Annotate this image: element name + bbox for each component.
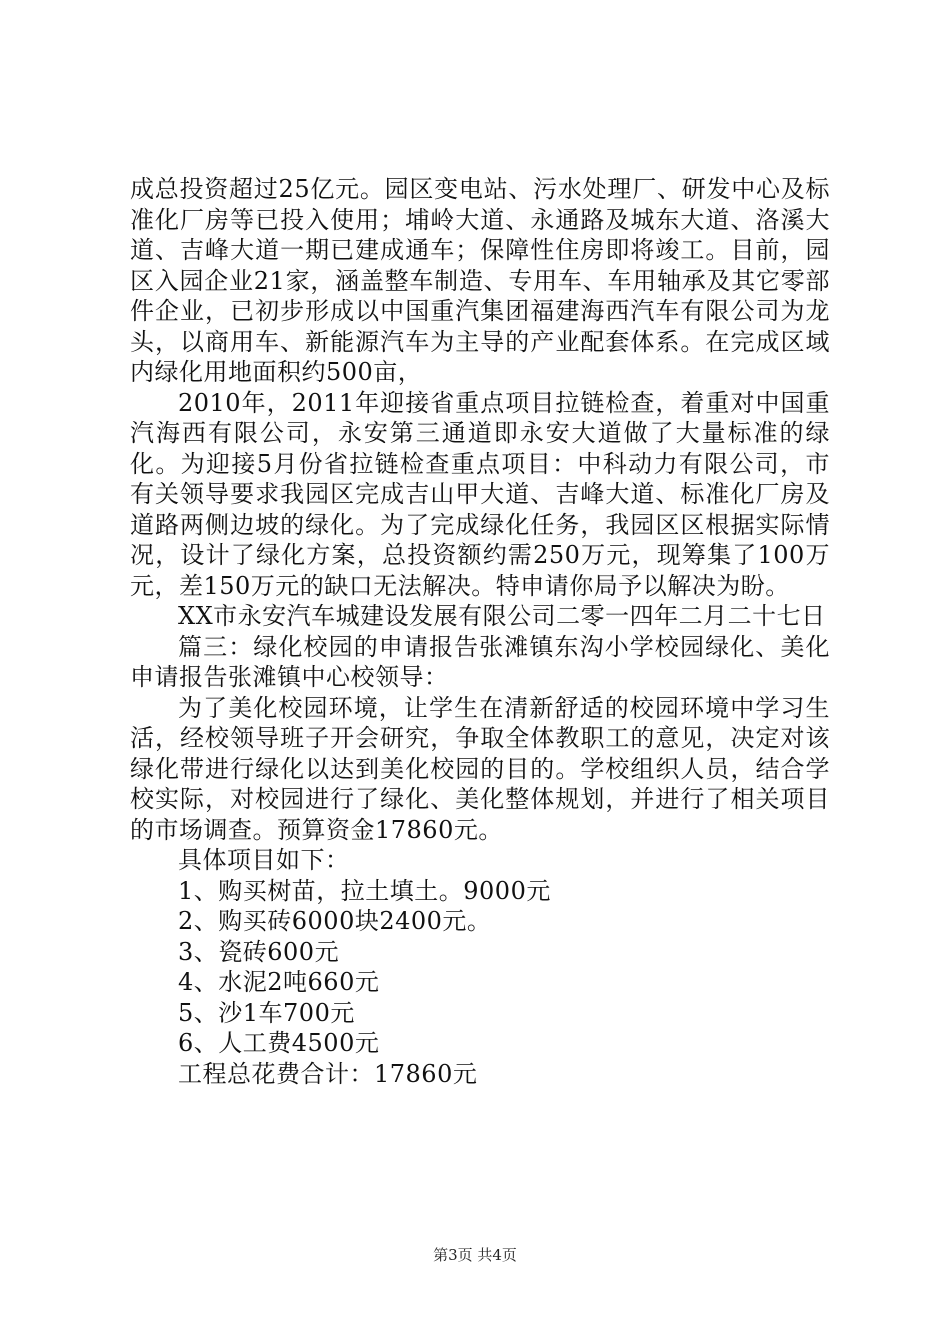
list-item: 4、水泥2吨660元 [178, 968, 380, 996]
paragraph-greening-request: 2010年，2011年迎接省重点项目拉链检查，着重对中国重汽海西有限公司，永安第三通道即永安大道做了大量标准的绿化。为迎接5月份省拉链检查重点项目：中科动力有限公司，市有关领导要求我园区完成吉山甲大道、吉峰大道、标准化厂房及道路两侧边坡的绿化。为了完成绿化任务，我园区区根据实际情况，设计了绿化方案，总投资额约需250万元，现筹集了100万元，差150万元的缺口无法解决。特申请你局予以解决为盼。 [130, 388, 830, 600]
list-item: 1、购买树苗，拉土填土。9000元 [178, 876, 551, 905]
page-footer [0, 1244, 950, 1265]
list-item: 6、人工费4500元 [178, 1029, 380, 1057]
paragraph-school-plan: 为了美化校园环境，让学生在清新舒适的校园环境中学习生活，经校领导班子开会研究，争取全体教职工的意见，决定对该绿化带进行绿化以达到美化校园的目的。学校组织人员，结合学校实际，对校园进行了绿化、美化整体规划，并进行了相关项目的市场调查。预算资金17860元。 [130, 693, 830, 844]
items-heading: 具体项目如下： [178, 846, 350, 874]
total-cost: 工程总花费合计：17860元 [178, 1059, 478, 1088]
page-number: 第3页 共4页 [433, 1246, 517, 1264]
document-body [130, 174, 830, 1089]
list-item: 3、瓷砖600元 [178, 937, 340, 966]
list-item: 5、沙1车700元 [178, 998, 355, 1027]
paragraph-signature-date: XX市永安汽车城建设发展有限公司二零一四年二月二十七日 [178, 602, 826, 630]
paragraph-section-three-title: 篇三：绿化校园的申请报告张滩镇东沟小学校园绿化、美化申请报告张滩镇中心校领导： [130, 632, 830, 691]
paragraph-park-overview: 成总投资超过25亿元。园区变电站、污水处理厂、研发中心及标准化厂房等已投入使用；埔岭大道、永通路及城东大道、洛溪大道、吉峰大道一期已建成通车；保障性住房即将竣工。目前，园区入园企业21家，涵盖整车制造、专用车、车用轴承及其它零部件企业，已初步形成以中国重汽集团福建海西汽车有限公司为龙头，以商用车、新能源汽车为主导的产业配套体系。在完成区域内绿化用地面积约500亩， [130, 175, 830, 386]
list-item: 2、购买砖6000块2400元。 [178, 907, 492, 935]
